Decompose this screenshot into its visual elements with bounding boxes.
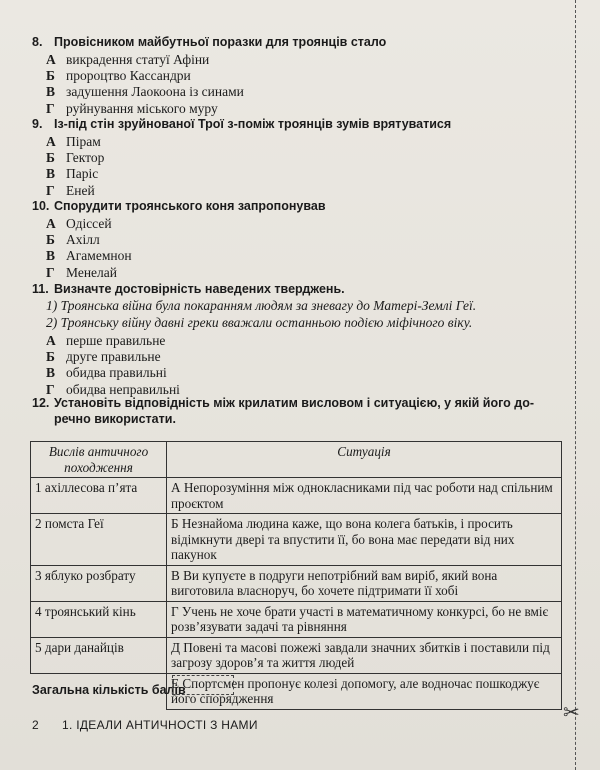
question-11 <box>32 281 572 398</box>
question-12 <box>32 395 572 427</box>
option-g[interactable]: Г Менелай <box>46 264 117 280</box>
option-a[interactable]: А Одіссей <box>46 216 112 231</box>
question-title: 8. Провісником майбутньої поразки для троянців стало <box>32 35 387 49</box>
cut-line <box>575 0 576 770</box>
option-b[interactable]: Б пророцтво Кассандри <box>46 68 191 84</box>
phrase-cell: 1 ахіллесова п’ята <box>31 478 167 514</box>
option-b[interactable]: Б Гектор <box>46 150 105 166</box>
option-g[interactable]: Г обидва неправильні <box>46 381 180 397</box>
option-b[interactable]: Б друге правильне <box>46 349 161 365</box>
question-title: 9. Із-під стін зруйнованої Трої з-поміж троянців зумів врятуватися <box>32 117 452 131</box>
table-header-right: Ситуація <box>167 442 562 478</box>
question-title: 12. Установіть відповідність між крилатим висловом і ситуацією, у якій його до- <box>32 396 534 410</box>
table-row <box>31 478 562 514</box>
statement-1: 1) Троянська війна була покаранням людям за зневагу до Матері-Землі Геї. <box>46 298 477 313</box>
question-8 <box>32 34 572 117</box>
table-row <box>31 514 562 566</box>
option-v[interactable]: В Паріс <box>46 166 99 182</box>
option-a[interactable]: А перше правильне <box>46 333 166 348</box>
scissors-icon: ✂ <box>563 702 580 724</box>
situation-cell: Д Повені та масові пожежі завдали значних збитків і поставили під загрозу здоров’я та життя людей <box>167 637 562 673</box>
page-number: 2 <box>32 718 39 732</box>
option-b[interactable]: Б Ахілл <box>46 232 100 248</box>
option-g[interactable]: Г руйнування міського муру <box>46 100 218 116</box>
table-row <box>31 565 562 601</box>
table-header-left: Вислів античного походження <box>31 442 167 478</box>
option-v[interactable]: В обидва правильні <box>46 365 167 381</box>
phrase-cell: 4 троянський кінь <box>31 601 167 637</box>
question-10 <box>32 198 572 281</box>
question-title: 11. Визначте достовірність наведених тверджень. <box>32 282 345 296</box>
phrase-cell: 2 помста Геї <box>31 514 167 566</box>
question-title: 10. Спорудити троянського коня запропонував <box>32 199 326 213</box>
question-9 <box>32 116 572 199</box>
situation-cell: Б Незнайома людина каже, що вона колега батьків, і просить відімкнути двері та впустити її, бо вона має передати від них пакунок <box>167 514 562 566</box>
option-g[interactable]: Г Еней <box>46 182 95 198</box>
statement-2: 2) Троянську війну давні греки вважали останньою подією міфічного віку. <box>46 315 473 330</box>
table-row <box>31 601 562 637</box>
option-v[interactable]: В Агамемнон <box>46 248 132 264</box>
section-title: 1. ІДЕАЛИ АНТИЧНОСТІ З НАМИ <box>62 718 258 732</box>
table-row <box>31 637 562 673</box>
option-a[interactable]: А Пірам <box>46 134 101 149</box>
option-a[interactable]: А викрадення статуї Афіни <box>46 52 210 67</box>
matching-table <box>30 441 562 710</box>
situation-cell: Г Учень не хоче брати участі в математичному конкурсі, бо не вміє розв’язувати задачі та рівняння <box>167 601 562 637</box>
total-score-label: Загальна кількість балів <box>32 683 186 697</box>
option-v[interactable]: В задушення Лаокоона із синами <box>46 84 244 100</box>
situation-cell: Е Спортсмен пропонує колезі допомогу, але водночас пошкоджує його спорядження <box>167 673 562 709</box>
question-title-cont: речно використати. <box>54 412 176 426</box>
situation-cell: В Ви купуєте в подруги непотрібний вам виріб, який вона виготовила власноруч, бо хочете підтримати її хобі <box>167 565 562 601</box>
phrase-cell: 5 дари данайців <box>31 637 167 673</box>
score-input-box[interactable] <box>172 675 234 695</box>
situation-cell: А Непорозуміння між однокласниками під час роботи над спільним проєктом <box>167 478 562 514</box>
table-header-row <box>31 442 562 478</box>
phrase-cell: 3 яблуко розбрату <box>31 565 167 601</box>
